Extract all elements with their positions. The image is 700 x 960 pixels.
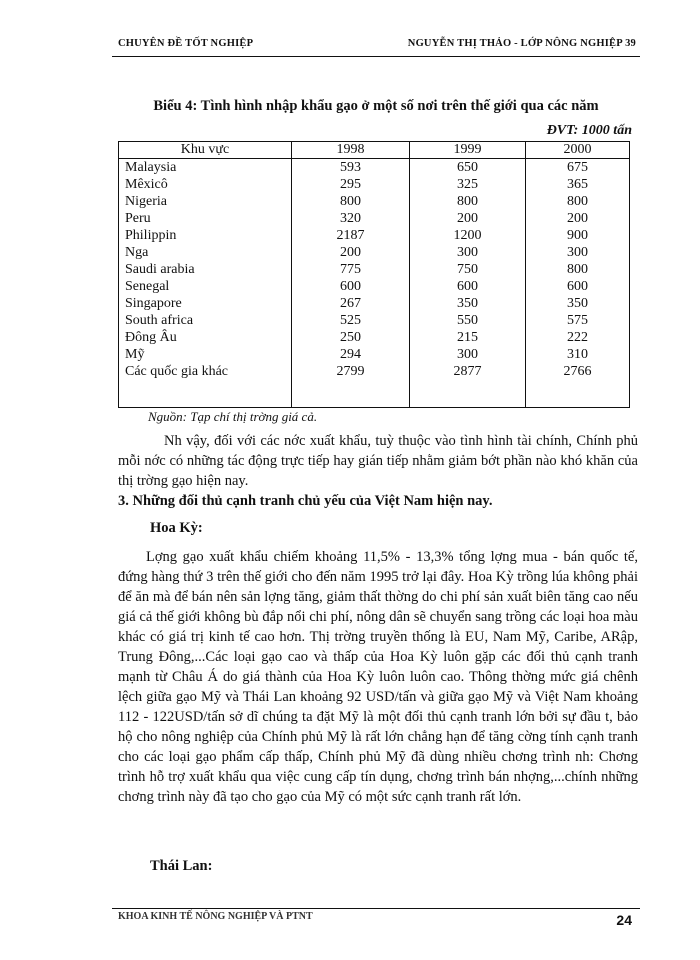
region-cell: Malaysia — [119, 159, 292, 177]
value-cell: 550 — [410, 312, 526, 329]
value-cell: 200 — [292, 244, 410, 261]
value-cell: 650 — [410, 159, 526, 177]
table-row — [119, 346, 630, 363]
value-cell: 2799 — [292, 363, 410, 380]
value-cell: 365 — [526, 176, 630, 193]
value-cell: 200 — [410, 210, 526, 227]
value-cell: 295 — [292, 176, 410, 193]
table-row — [119, 363, 630, 380]
value-cell: 320 — [292, 210, 410, 227]
region-cell: Nigeria — [119, 193, 292, 210]
table-row — [119, 193, 630, 210]
paragraph: Lợng gạo xuất khẩu chiếm khoảng 11,5% - 13,3% tổng lợng mua - bán quốc tế, đứng hàng thứ 3 trên thế giới cho đến năm 1995 trở lại đây. Hoa Kỳ trồng lúa không phải để ăn mà để bán nên sản lợng tăng, giảm thất thờng do chi phí sản xuất biên tăng cao nếu giá cả thế giới không bù đắp nổi chi phí, nông dân sẽ chuyển sang trồng các loại hoa màu khác có giá trị kinh tế cao hơn. Thị trờng truyền thống là EU, Nam Mỹ, Caribe, ARập, Trung Đông,...Các loại gạo cao và thấp của Hoa Kỳ luôn gặp các đối thủ cạnh tranh mạnh từ Châu Á do giá thành của Hoa Kỳ luôn luôn cao. Thông thờng mức giá chênh lệch giữa gạo Mỹ và Thái Lan khoảng 92 USD/tấn và giữa gạo Mỹ và Việt Nam khoảng 112 - 122USD/tấn sở dĩ chúng ta đặt Mỹ là một đối thủ cạnh tranh lớn bởi sự đầu t, bảo hộ cho nông nghiệp của Chính phủ Mỹ là rất lớn chẳng hạn để tăng cờng tính cạnh tranh cho các loại gạo phẩm cấp thấp, Chính phủ Mỹ đã dùng nhiều chơng trình nh: Chơng trình hỗ trợ xuất khẩu qua việc cung cấp tín dụng, chơng trình bán nhợng,...chính những chơng trình này đã tạo cho gạo của Mỹ có một sức cạnh tranh rất lớn. — [118, 549, 638, 805]
value-cell: 350 — [410, 295, 526, 312]
value-cell: 300 — [526, 244, 630, 261]
table-row — [119, 159, 630, 177]
footer-left: KHOA KINH TẾ NÔNG NGHIỆP VÀ PTNT — [118, 911, 313, 922]
table-header-row — [119, 142, 630, 159]
value-cell: 800 — [292, 193, 410, 210]
region-cell: Nga — [119, 244, 292, 261]
table-row — [119, 176, 630, 193]
value-cell: 222 — [526, 329, 630, 346]
value-cell: 267 — [292, 295, 410, 312]
table-unit: ĐVT: 1000 tấn — [546, 123, 632, 138]
column-header: 2000 — [526, 142, 630, 159]
paragraph: Nh vậy, đối với các nớc xuất khẩu, tuỳ thuộc vào tình hình tài chính, Chính phủ mỗi nớc có những tác động trực tiếp hay gián tiếp nhằm giảm bớt phần nào khó khăn của thị trờng gạo hiện nay. — [118, 433, 638, 489]
value-cell: 800 — [410, 193, 526, 210]
table-row — [119, 278, 630, 295]
region-cell: Các quốc gia khác — [119, 363, 292, 380]
value-cell: 1200 — [410, 227, 526, 244]
value-cell: 675 — [526, 159, 630, 177]
region-cell: Senegal — [119, 278, 292, 295]
region-cell: Singapore — [119, 295, 292, 312]
value-cell: 215 — [410, 329, 526, 346]
value-cell: 250 — [292, 329, 410, 346]
value-cell: 525 — [292, 312, 410, 329]
value-cell: 2766 — [526, 363, 630, 380]
value-cell: 300 — [410, 346, 526, 363]
region-cell: Mỹ — [119, 346, 292, 363]
header-right: NGUYỄN THỊ THẢO - LỚP NÔNG NGHIỆP 39 — [407, 38, 636, 49]
value-cell: 775 — [292, 261, 410, 278]
table-row — [119, 261, 630, 278]
table-row — [119, 295, 630, 312]
value-cell: 800 — [526, 193, 630, 210]
region-cell: South africa — [119, 312, 292, 329]
column-header: Khu vực — [119, 142, 292, 159]
page-number: 24 — [616, 912, 632, 928]
value-cell: 200 — [526, 210, 630, 227]
header-divider — [112, 56, 640, 57]
subheading-usa: Hoa Kỳ: — [150, 520, 203, 536]
table-row — [119, 244, 630, 261]
subheading-thailand: Thái Lan: — [150, 858, 213, 874]
value-cell: 600 — [526, 278, 630, 295]
value-cell: 600 — [410, 278, 526, 295]
header-left: CHUYÊN ĐỀ TỐT NGHIỆP — [118, 38, 254, 49]
footer-divider — [112, 908, 640, 909]
value-cell: 593 — [292, 159, 410, 177]
table-source: Nguồn: Tạp chí thị trờng giá cả. — [148, 409, 318, 424]
value-cell: 325 — [410, 176, 526, 193]
table-bottom-spacer — [119, 380, 630, 408]
table-row — [119, 312, 630, 329]
column-header: 1998 — [292, 142, 410, 159]
region-cell: Mêxicô — [119, 176, 292, 193]
table-row — [119, 329, 630, 346]
table-row — [119, 210, 630, 227]
region-cell: Philippin — [119, 227, 292, 244]
value-cell: 350 — [526, 295, 630, 312]
value-cell: 310 — [526, 346, 630, 363]
value-cell: 300 — [410, 244, 526, 261]
region-cell: Peru — [119, 210, 292, 227]
rice-import-table — [118, 141, 630, 408]
value-cell: 750 — [410, 261, 526, 278]
value-cell: 600 — [292, 278, 410, 295]
table-caption: Biểu 4: Tình hình nhập khẩu gạo ở một số nơi trên thế giới qua các năm — [153, 98, 599, 114]
section-heading: 3. Những đối thủ cạnh tranh chủ yếu của Việt Nam hiện nay. — [118, 493, 493, 509]
value-cell: 800 — [526, 261, 630, 278]
value-cell: 900 — [526, 227, 630, 244]
table-row — [119, 227, 630, 244]
value-cell: 2187 — [292, 227, 410, 244]
region-cell: Saudi arabia — [119, 261, 292, 278]
region-cell: Đông Âu — [119, 329, 292, 346]
column-header: 1999 — [410, 142, 526, 159]
value-cell: 2877 — [410, 363, 526, 380]
value-cell: 294 — [292, 346, 410, 363]
value-cell: 575 — [526, 312, 630, 329]
